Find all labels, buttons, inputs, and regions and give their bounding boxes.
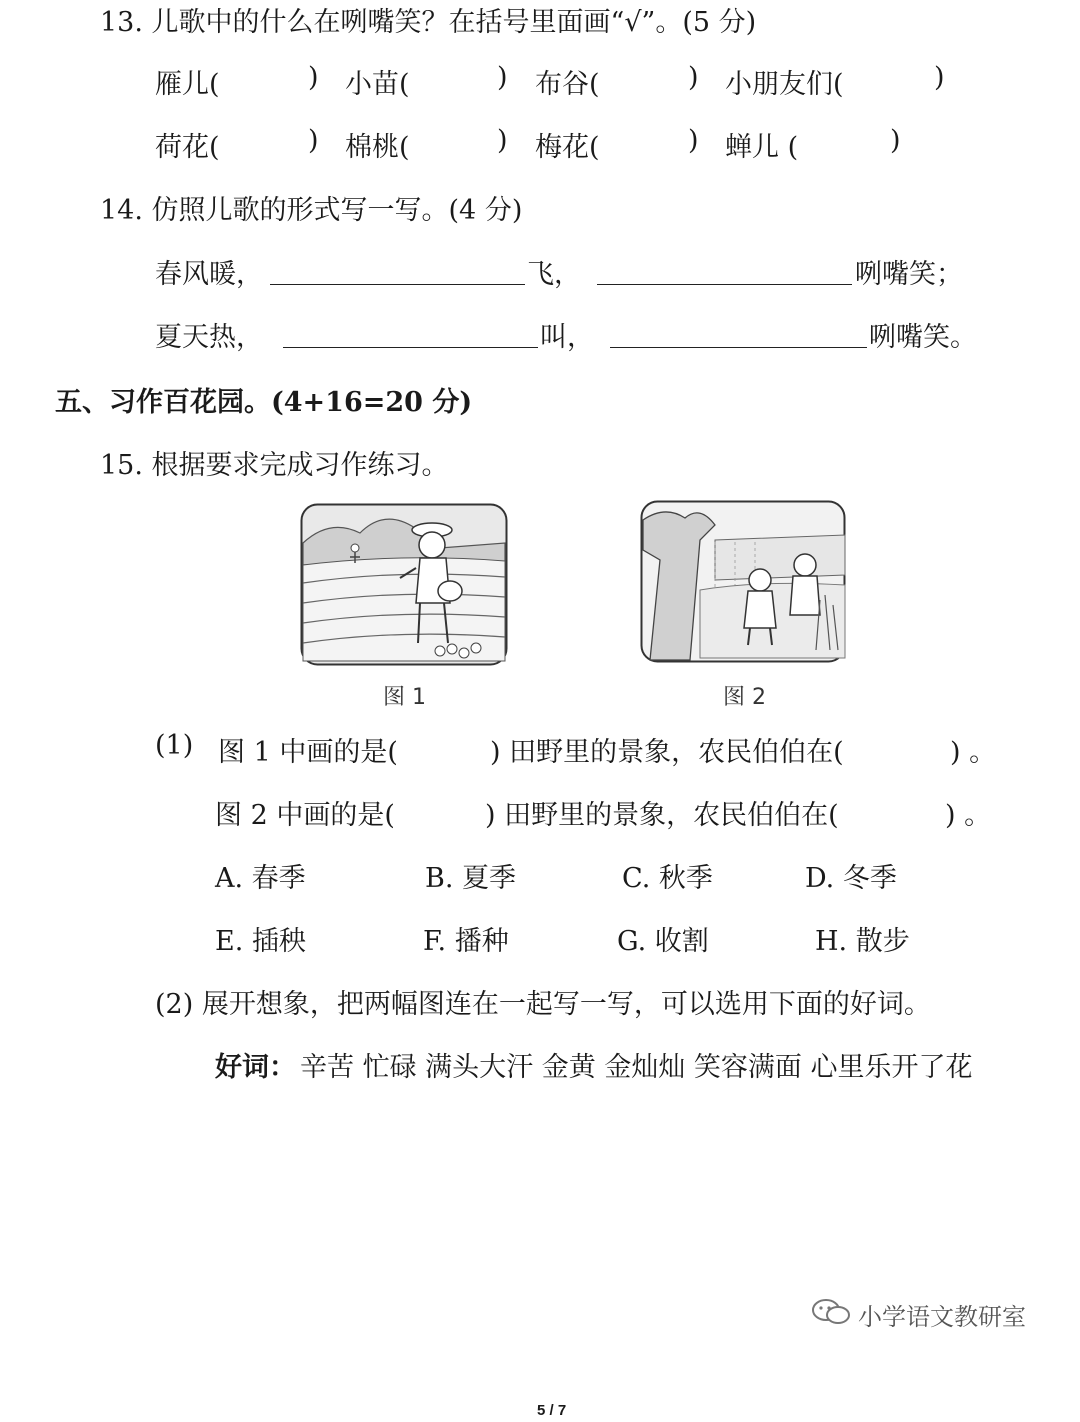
q14-line2-blank2[interactable]: [610, 347, 867, 348]
part1-line1-a: 图 1 中画的是(: [218, 737, 398, 768]
q13-paren-close[interactable]: ): [934, 62, 945, 93]
q13-title: 13. 儿歌中的什么在咧嘴笑？在括号里面画“√”。(5 分): [100, 7, 757, 38]
q13-paren-close[interactable]: ): [308, 125, 319, 156]
part1-line1-c: ) 。: [950, 737, 997, 768]
option-g: G. 收割: [617, 926, 709, 957]
q13-paren-close[interactable]: ): [688, 62, 699, 93]
field-harvest-illustration-icon: [640, 500, 846, 663]
option-a: A. 春季: [215, 863, 306, 894]
q13-option-xiaomiao: 小苗(: [345, 69, 410, 100]
figure1-caption: 图 1: [383, 685, 426, 710]
part1-line1-b: ) 田野里的景象，农民伯伯在(: [490, 737, 844, 768]
q14-line2-blank1[interactable]: [283, 347, 538, 348]
q13-paren-close[interactable]: ): [890, 125, 901, 156]
wechat-icon: [810, 1297, 852, 1327]
q13-option-bugu: 布谷(: [535, 69, 600, 100]
q13-paren-close[interactable]: ): [308, 62, 319, 93]
q14-line2-start: 夏天热，: [155, 322, 263, 353]
option-d: D. 冬季: [805, 863, 897, 894]
part1-line2-b: ) 田野里的景象，农民伯伯在(: [485, 800, 839, 831]
section5-title: 五、习作百花园。(4+16=20 分): [55, 387, 473, 418]
q14-line1-start: 春风暖，: [155, 259, 263, 290]
option-h: H. 散步: [815, 926, 910, 957]
q13-option-miantao: 棉桃(: [345, 132, 410, 163]
q13-option-chaner: 蝉儿 (: [725, 132, 799, 163]
page-number: 5 / 7: [537, 1402, 567, 1419]
q13-paren-close[interactable]: ): [497, 125, 508, 156]
part1-number: (1): [155, 730, 194, 761]
option-f: F. 播种: [423, 926, 509, 957]
field-sowing-illustration-icon: [300, 503, 508, 666]
q13-option-xiaopengyoumen: 小朋友们(: [725, 69, 844, 100]
part1-line2-c: ) 。: [945, 800, 992, 831]
part2-instruction: (2) 展开想象，把两幅图连在一起写一写，可以选用下面的好词。: [155, 989, 931, 1020]
watermark-text: 小学语文教研室: [858, 1303, 1026, 1331]
q15-title: 15. 根据要求完成习作练习。: [100, 450, 449, 481]
q14-line1-end: 咧嘴笑；: [855, 259, 963, 290]
q14-line1-blank1[interactable]: [270, 284, 525, 285]
figure2-caption: 图 2: [723, 685, 766, 710]
q13-paren-close[interactable]: ): [688, 125, 699, 156]
good-words-list: 辛苦 忙碌 满头大汗 金黄 金灿灿 笑容满面 心里乐开了花: [300, 1052, 973, 1083]
q13-option-hehua: 荷花(: [155, 132, 220, 163]
q14-line2-end: 咧嘴笑。: [869, 322, 977, 353]
q13-option-meihua: 梅花(: [535, 132, 600, 163]
option-c: C. 秋季: [622, 863, 713, 894]
q14-title: 14. 仿照儿歌的形式写一写。(4 分): [100, 195, 523, 226]
option-b: B. 夏季: [425, 863, 517, 894]
option-e: E. 插秧: [215, 926, 306, 957]
q13-option-yaner: 雁儿(: [155, 69, 220, 100]
q14-line1-mid: 飞，: [527, 259, 581, 290]
q14-line1-blank2[interactable]: [597, 284, 852, 285]
good-words-label: 好词：: [215, 1052, 296, 1083]
q14-line2-mid: 叫，: [540, 322, 594, 353]
q13-paren-close[interactable]: ): [497, 62, 508, 93]
part1-line2-a: 图 2 中画的是(: [215, 800, 395, 831]
